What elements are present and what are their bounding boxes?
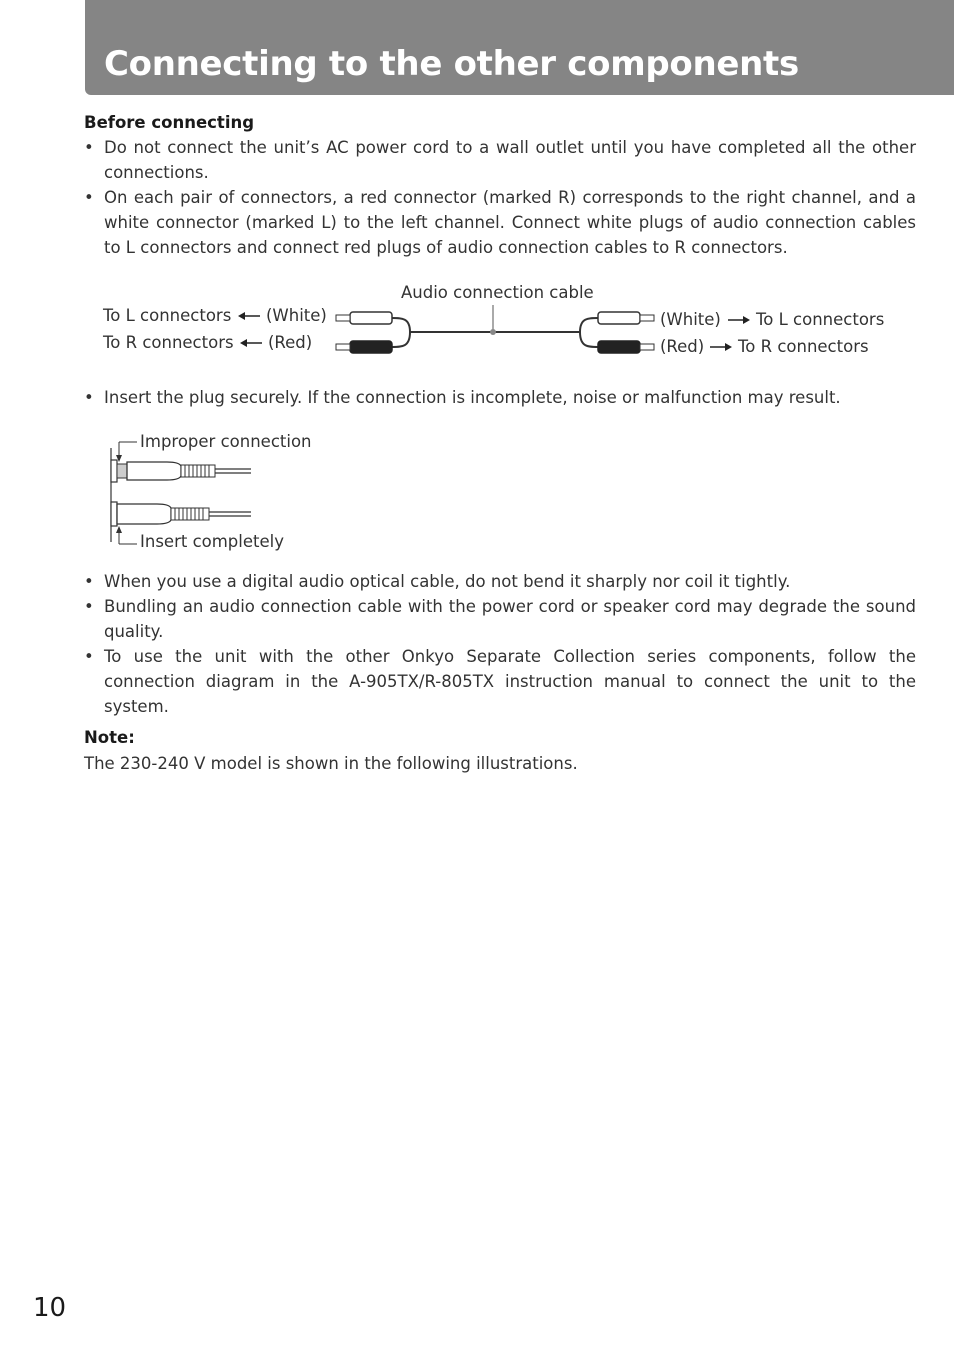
bullet-item-optical-cable	[84, 569, 916, 594]
right-white-label: (White)	[660, 310, 721, 329]
bullet-dot: •	[84, 388, 94, 407]
bullet-text: Do not connect the unit’s AC power cord to a wall outlet until you have completed all the other connections.	[104, 138, 916, 182]
bullet-text: On each pair of connectors, a red connector (marked R) corresponds to the right channel, and a white connector (marked L) to the left channel. Connect white plugs of audio connection cables to L connectors and connect red plugs of audio connection cables to R connectors.	[104, 188, 916, 257]
improper-connection-label: Improper connection	[140, 432, 312, 451]
insert-completely-label: Insert completely	[140, 532, 284, 551]
bullet-item-power-cord	[84, 135, 916, 185]
left-l-connectors-label: To L connectors	[103, 306, 232, 325]
page-number: 10	[33, 1293, 67, 1323]
arrow-left-icon	[240, 337, 264, 349]
bullet-text: To use the unit with the other Onkyo Separate Collection series components, follow the connection diagram in the A-905TX/R-805TX instruction manual to connect the unit to the system.	[104, 647, 916, 716]
right-red-label: (Red)	[660, 337, 705, 356]
bullet-text: Bundling an audio connection cable with the power cord or speaker cord may degrade the sound quality.	[104, 597, 916, 641]
bullet-item-insert-securely	[84, 385, 916, 410]
arrow-right-icon	[708, 341, 732, 353]
note-heading: Note:	[84, 728, 135, 747]
audio-cable-illustration	[330, 300, 660, 370]
bullet-text: Insert the plug securely. If the connection is incomplete, noise or malfunction may result.	[104, 388, 841, 407]
bullet-item-red-white	[84, 185, 916, 260]
bullet-dot: •	[84, 138, 94, 157]
left-red-label: (Red)	[268, 333, 313, 352]
left-r-connectors-label: To R connectors	[103, 333, 234, 352]
bullet-dot: •	[84, 572, 94, 591]
bullet-item-bundling	[84, 594, 916, 644]
cable-label: Audio connection cable	[401, 283, 594, 302]
arrow-left-icon	[238, 310, 262, 322]
note-text: The 230-240 V model is shown in the following illustrations.	[84, 754, 578, 773]
page-title: Connecting to the other components	[104, 44, 799, 84]
bullet-dot: •	[84, 188, 94, 207]
right-r-connectors-label: To R connectors	[738, 337, 869, 356]
before-connecting-heading: Before connecting	[84, 113, 255, 132]
right-l-connectors-label: To L connectors	[756, 310, 885, 329]
bullet-item-separate-collection	[84, 644, 916, 719]
arrow-right-icon	[726, 314, 750, 326]
bullet-text: When you use a digital audio optical cable, do not bend it sharply nor coil it tightly.	[104, 572, 791, 591]
bullet-dot: •	[84, 597, 94, 616]
bullet-dot: •	[84, 647, 94, 666]
left-white-label: (White)	[266, 306, 327, 325]
